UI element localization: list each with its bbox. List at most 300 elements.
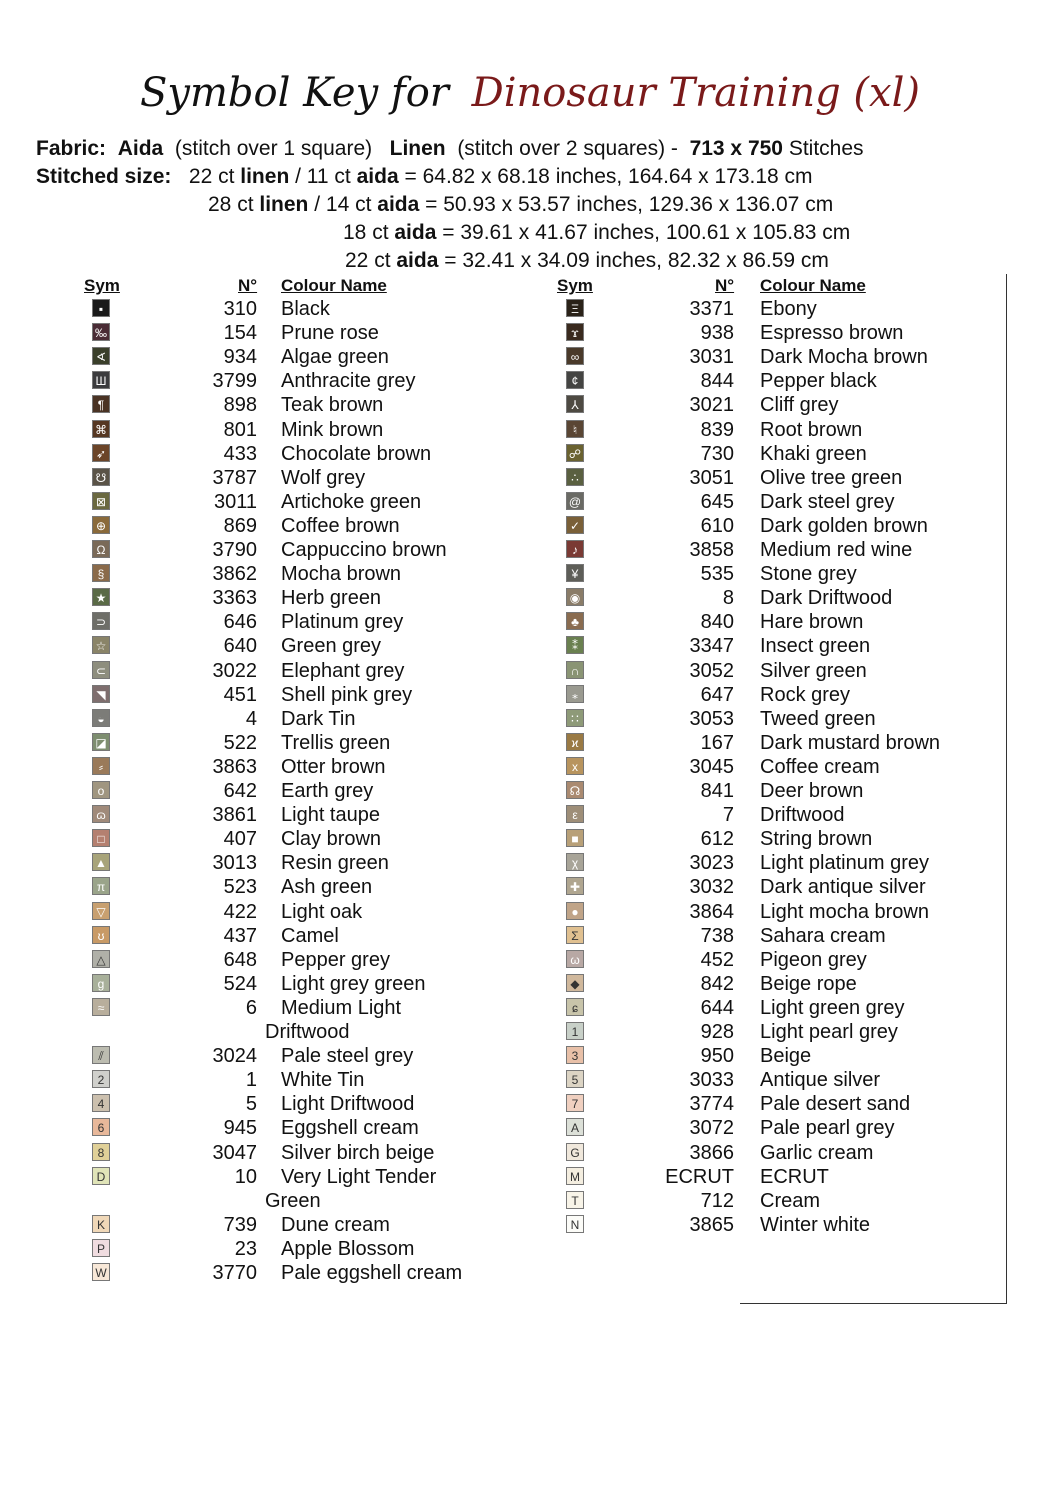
key-row-right xyxy=(0,393,1060,417)
symbol-swatch: @ xyxy=(566,492,584,510)
symbol-swatch: 7 xyxy=(566,1094,584,1112)
colour-name: Espresso brown xyxy=(760,322,904,345)
stitched-label: Stitched size: xyxy=(36,165,172,188)
symbol-swatch: Ш xyxy=(92,371,110,389)
key-row-right xyxy=(0,948,1060,972)
l1-a: 22 ct xyxy=(188,165,235,188)
symbol-swatch: 5 xyxy=(566,1070,584,1088)
floss-number: 523 xyxy=(223,876,257,899)
floss-number: 3052 xyxy=(689,659,734,682)
floss-number: 8 xyxy=(722,587,734,610)
floss-number: 842 xyxy=(700,972,734,995)
symbol-swatch: ⊠ xyxy=(92,492,110,510)
colour-name: Ebony xyxy=(760,298,817,320)
key-row-right xyxy=(0,442,1060,466)
key-row-right xyxy=(0,1116,1060,1140)
floss-number: 1 xyxy=(245,1069,257,1092)
key-row-right xyxy=(0,1092,1060,1116)
symbol-swatch: ⌘ xyxy=(92,420,110,438)
key-row-right xyxy=(0,707,1060,731)
floss-number: 452 xyxy=(700,948,734,971)
key-row-right xyxy=(0,659,1060,683)
symbol-swatch: 8 xyxy=(92,1143,110,1161)
colour-name: Deer brown xyxy=(760,780,864,802)
l1-c: / 11 ct xyxy=(295,165,351,188)
colour-name: Chocolate brown xyxy=(281,442,432,465)
fabric-aida-note: (stitch over 1 square) xyxy=(174,137,373,160)
floss-number: 3347 xyxy=(689,635,734,658)
key-row-right xyxy=(0,369,1060,393)
key-row-left xyxy=(0,1261,1060,1285)
colour-name: Silver green xyxy=(760,659,867,682)
header-name-left: Colour Name xyxy=(281,276,387,295)
floss-number: 3045 xyxy=(689,755,734,778)
colour-name: Dark steel grey xyxy=(760,490,895,513)
floss-number: 841 xyxy=(700,780,734,802)
floss-number: 524 xyxy=(223,972,257,995)
symbol-swatch: T xyxy=(566,1191,584,1209)
key-row-right xyxy=(0,466,1060,490)
key-row-right xyxy=(0,586,1060,610)
colour-name: Shell pink grey xyxy=(281,683,413,706)
colour-name: Pale steel grey xyxy=(281,1045,414,1068)
floss-number: 898 xyxy=(223,394,257,417)
floss-number: 310 xyxy=(223,298,257,320)
colour-name: Pigeon grey xyxy=(760,948,867,971)
floss-number: 645 xyxy=(700,490,734,513)
symbol-swatch: ∷ xyxy=(566,709,584,727)
floss-number: 3799 xyxy=(212,370,257,393)
symbol-swatch: 4 xyxy=(92,1094,110,1112)
symbol-swatch: ♣ xyxy=(566,612,584,630)
colour-name: Dark Driftwood xyxy=(760,587,893,610)
colour-name: Trellis green xyxy=(281,731,391,754)
floss-number: 3862 xyxy=(212,563,257,586)
colour-name: Cappuccino brown xyxy=(281,539,447,561)
floss-number: 451 xyxy=(223,683,257,706)
colour-name: Garlic cream xyxy=(760,1141,874,1164)
floss-number: 5 xyxy=(245,1093,257,1116)
key-row-right xyxy=(0,345,1060,369)
stitched-line-4 xyxy=(345,247,829,275)
floss-number: 647 xyxy=(700,683,734,706)
floss-number: 3013 xyxy=(212,852,257,875)
floss-number: 840 xyxy=(700,611,734,634)
symbol-swatch: □ xyxy=(92,829,110,847)
key-row-right xyxy=(0,490,1060,514)
colour-name: ECRUT xyxy=(760,1165,829,1188)
colour-name: Silver birch beige xyxy=(281,1141,435,1164)
symbol-swatch: ▽ xyxy=(92,902,110,920)
floss-number: 3866 xyxy=(689,1141,734,1164)
floss-number: 3024 xyxy=(212,1045,257,1068)
symbol-swatch: ⫽ xyxy=(92,1046,110,1064)
floss-number: 522 xyxy=(223,731,257,754)
key-row-right xyxy=(0,1044,1060,1068)
key-row-right xyxy=(0,562,1060,586)
floss-number: 10 xyxy=(234,1165,257,1188)
fabric-line xyxy=(36,135,864,163)
floss-number: 869 xyxy=(223,514,257,537)
floss-number: 739 xyxy=(223,1213,257,1236)
symbol-swatch: Ω xyxy=(92,540,110,558)
colour-name: Dune cream xyxy=(281,1213,390,1236)
colour-name: Black xyxy=(281,298,330,320)
floss-number: 535 xyxy=(700,563,734,586)
symbol-swatch: ¢ xyxy=(566,371,584,389)
colour-name: Pale eggshell cream xyxy=(281,1262,463,1284)
symbol-swatch: ★ xyxy=(92,588,110,606)
l4-a: 22 ct xyxy=(345,249,391,272)
symbol-swatch: ∢ xyxy=(92,347,110,365)
key-row-right xyxy=(0,514,1060,538)
header-sym-right: Sym xyxy=(557,276,593,295)
key-row-right xyxy=(0,1189,1060,1213)
colour-name: Beige rope xyxy=(760,972,857,995)
floss-number: 712 xyxy=(700,1189,734,1212)
key-row-right xyxy=(0,827,1060,851)
key-row-right xyxy=(0,418,1060,442)
colour-name: Cream xyxy=(760,1189,821,1212)
colour-name: Dark golden brown xyxy=(760,514,928,537)
key-row-right xyxy=(0,972,1060,996)
floss-number: 610 xyxy=(700,514,734,537)
key-row-right xyxy=(0,851,1060,875)
colour-name: White Tin xyxy=(281,1069,365,1092)
key-row-right xyxy=(0,297,1060,321)
floss-number: 938 xyxy=(700,322,734,345)
symbol-swatch: ◪ xyxy=(92,733,110,751)
l2-b: linen xyxy=(259,193,309,216)
key-row-right xyxy=(0,755,1060,779)
colour-name: Apple Blossom xyxy=(281,1237,415,1260)
colour-name: Winter white xyxy=(760,1213,871,1236)
floss-number: 3021 xyxy=(689,394,734,417)
floss-number: 3072 xyxy=(689,1117,734,1140)
symbol-swatch: N xyxy=(566,1215,584,1233)
symbol-swatch: ☍ xyxy=(566,444,584,462)
symbol-swatch: M xyxy=(566,1167,584,1185)
floss-number: 801 xyxy=(223,418,257,441)
floss-number: 3774 xyxy=(689,1093,734,1116)
colour-name: Hare brown xyxy=(760,611,864,634)
floss-number: 3787 xyxy=(212,466,257,489)
header-sym-left: Sym xyxy=(84,276,120,295)
symbol-swatch: ◒ xyxy=(92,709,110,727)
l4-d: aida xyxy=(396,249,439,272)
symbol-swatch: W xyxy=(92,1263,110,1281)
floss-number: 7 xyxy=(722,804,734,827)
symbol-swatch: ω xyxy=(566,950,584,968)
colour-name: Pale pearl grey xyxy=(760,1117,895,1140)
key-row-right xyxy=(0,610,1060,634)
key-row-right xyxy=(0,924,1060,948)
symbol-swatch: ▪ xyxy=(92,299,110,317)
bottom-border xyxy=(740,1303,1007,1304)
colour-name: Earth grey xyxy=(281,780,374,802)
key-row-right xyxy=(0,1020,1060,1044)
symbol-swatch: G xyxy=(566,1143,584,1161)
colour-name: Teak brown xyxy=(281,394,384,417)
colour-name: Medium red wine xyxy=(760,539,913,561)
floss-number: 3033 xyxy=(689,1069,734,1092)
colour-name: Stone grey xyxy=(760,563,857,586)
floss-number: 3051 xyxy=(689,466,734,489)
colour-name: Dark Mocha brown xyxy=(760,346,928,369)
floss-number: 730 xyxy=(700,442,734,465)
stitched-line-3 xyxy=(343,219,850,247)
floss-number: 3861 xyxy=(212,804,257,827)
colour-name: Antique silver xyxy=(760,1069,881,1092)
colour-name: Rock grey xyxy=(760,683,851,706)
floss-number: 950 xyxy=(700,1045,734,1068)
symbol-swatch: ɷ xyxy=(92,805,110,823)
symbol-swatch: ➶ xyxy=(92,444,110,462)
colour-name: String brown xyxy=(760,828,873,851)
colour-name: Very Light Tender xyxy=(281,1165,437,1188)
floss-number: 648 xyxy=(223,948,257,971)
colour-name: Elephant grey xyxy=(281,659,405,682)
floss-number: 167 xyxy=(700,731,734,754)
floss-number: 3865 xyxy=(689,1213,734,1236)
header-num-left: N° xyxy=(238,276,258,295)
symbol-swatch: ◆ xyxy=(566,974,584,992)
colour-name: Driftwood xyxy=(760,804,845,827)
colour-name: Pale desert sand xyxy=(760,1093,911,1116)
colour-name: Light oak xyxy=(281,900,363,923)
l3-d: aida xyxy=(394,221,437,244)
symbol-swatch: ⊕ xyxy=(92,516,110,534)
colour-name: Root brown xyxy=(760,418,863,441)
symbol-swatch: ʊ xyxy=(92,926,110,944)
colour-name: Light Driftwood xyxy=(281,1093,415,1116)
colour-name: Insect green xyxy=(760,635,871,658)
key-row-right xyxy=(0,779,1060,803)
symbol-swatch: ▲ xyxy=(92,853,110,871)
key-row-right xyxy=(0,731,1060,755)
key-row-right xyxy=(0,900,1060,924)
colour-name: Wolf grey xyxy=(281,466,366,489)
fabric-linen-note: (stitch over 2 squares) - xyxy=(457,137,678,160)
colour-name: Herb green xyxy=(281,587,382,610)
floss-number: 3371 xyxy=(689,298,734,320)
key-row-right xyxy=(0,1165,1060,1189)
l4-e: = 32.41 x 34.09 inches, 82.32 x 86.59 cm xyxy=(444,249,829,272)
floss-number: 3864 xyxy=(689,900,734,923)
floss-number: 3047 xyxy=(212,1141,257,1164)
colour-name: Artichoke green xyxy=(281,490,422,513)
colour-name-continued: Green xyxy=(265,1189,321,1212)
floss-number: ECRUT xyxy=(665,1165,734,1188)
floss-number: 612 xyxy=(700,828,734,851)
symbol-swatch: x xyxy=(566,757,584,775)
symbol-swatch: 6 xyxy=(92,1118,110,1136)
colour-name: Medium Light xyxy=(281,996,402,1019)
l2-e: = 50.93 x 53.57 inches, 129.36 x 136.07 cm xyxy=(425,193,834,216)
symbol-swatch: π xyxy=(92,877,110,895)
colour-name: Beige xyxy=(760,1045,812,1068)
floss-number: 644 xyxy=(700,996,734,1019)
symbol-swatch: ☆ xyxy=(92,636,110,654)
floss-number: 407 xyxy=(223,828,257,851)
key-row-left xyxy=(0,1237,1060,1261)
symbol-swatch: ● xyxy=(566,902,584,920)
colour-name: Green grey xyxy=(281,635,382,658)
colour-name: Algae green xyxy=(281,346,389,369)
floss-number: 3011 xyxy=(213,490,257,513)
right-border xyxy=(1006,274,1007,1304)
colour-name: Pepper black xyxy=(760,370,877,393)
symbol-swatch: ✓ xyxy=(566,516,584,534)
colour-name: Otter brown xyxy=(281,755,386,778)
symbol-swatch: о xyxy=(92,781,110,799)
key-row-right xyxy=(0,1068,1060,1092)
title-prefix: Symbol Key for xyxy=(140,70,449,116)
colour-name: Coffee cream xyxy=(760,755,880,778)
header-num-right: N° xyxy=(715,276,735,295)
floss-number: 928 xyxy=(700,1021,734,1043)
colour-name: Light taupe xyxy=(281,804,380,827)
colour-name: Resin green xyxy=(281,852,389,875)
symbol-swatch: g xyxy=(92,974,110,992)
symbol-swatch: ε xyxy=(566,805,584,823)
fabric-aida: Aida xyxy=(117,137,164,160)
symbol-swatch: ⁑ xyxy=(566,636,584,654)
symbol-swatch: ✚ xyxy=(566,877,584,895)
symbol-swatch: 2 xyxy=(92,1070,110,1088)
l2-c: / 14 ct xyxy=(314,193,372,216)
colour-name: Pepper grey xyxy=(281,948,390,971)
colour-name: Camel xyxy=(281,924,339,947)
page-title xyxy=(0,70,1060,116)
colour-name: Dark mustard brown xyxy=(760,731,941,754)
colour-name: Eggshell cream xyxy=(281,1117,419,1140)
symbol-swatch: K xyxy=(92,1215,110,1233)
stitched-line-1 xyxy=(36,163,813,191)
key-row-right xyxy=(0,996,1060,1020)
symbol-swatch: ϫ xyxy=(566,323,584,341)
floss-number: 433 xyxy=(223,442,257,465)
l1-b: linen xyxy=(240,165,290,188)
symbol-swatch: ☋ xyxy=(92,468,110,486)
symbol-swatch: ☊ xyxy=(566,781,584,799)
floss-number: 3790 xyxy=(212,539,257,561)
symbol-swatch: ‰ xyxy=(92,323,110,341)
symbol-swatch: P xyxy=(92,1239,110,1257)
header-name-right: Colour Name xyxy=(760,276,866,295)
floss-number: 23 xyxy=(234,1237,257,1260)
floss-number: 3053 xyxy=(689,707,734,730)
symbol-swatch: ⊃ xyxy=(92,612,110,630)
colour-name: Khaki green xyxy=(760,442,867,465)
floss-number: 844 xyxy=(700,370,734,393)
symbol-swatch: ◥ xyxy=(92,685,110,703)
symbol-swatch: ∩ xyxy=(566,661,584,679)
floss-number: 3022 xyxy=(212,659,257,682)
symbol-swatch: 3 xyxy=(566,1046,584,1064)
symbol-swatch: ¥ xyxy=(566,564,584,582)
fabric-stitches: Stitches xyxy=(788,137,864,160)
l3-e: = 39.61 x 41.67 inches, 100.61 x 105.83 cm xyxy=(442,221,851,244)
floss-number: 3363 xyxy=(212,587,257,610)
key-row-right xyxy=(0,1213,1060,1237)
key-row-right xyxy=(0,538,1060,562)
floss-number: 945 xyxy=(223,1117,257,1140)
key-row-right xyxy=(0,875,1060,899)
fabric-label: Fabric: xyxy=(36,137,107,160)
symbol-swatch: Ξ xyxy=(566,299,584,317)
floss-number: 3858 xyxy=(689,539,734,561)
colour-name: Coffee brown xyxy=(281,514,400,537)
colour-name: Dark Tin xyxy=(281,707,356,730)
symbol-swatch: △ xyxy=(92,950,110,968)
symbol-swatch: ⅄ xyxy=(566,395,584,413)
colour-name: Cliff grey xyxy=(760,394,839,417)
symbol-swatch: ■ xyxy=(566,829,584,847)
symbol-swatch: ♮ xyxy=(566,420,584,438)
colour-name: Mocha brown xyxy=(281,563,402,586)
key-row-right xyxy=(0,1141,1060,1165)
colour-name: Anthracite grey xyxy=(281,370,416,393)
symbol-swatch: ⁎ xyxy=(566,685,584,703)
colour-name: Light grey green xyxy=(281,972,426,995)
symbol-swatch: ⊂ xyxy=(92,661,110,679)
colour-name: Dark antique silver xyxy=(760,876,926,899)
floss-number: 437 xyxy=(223,924,257,947)
floss-number: 3032 xyxy=(689,876,734,899)
l1-e: = 64.82 x 68.18 inches, 164.64 x 173.18 cm xyxy=(404,165,813,188)
stitched-line-2 xyxy=(208,191,833,219)
l1-d: aida xyxy=(356,165,399,188)
symbol-swatch: D xyxy=(92,1167,110,1185)
colour-name: Platinum grey xyxy=(281,611,404,634)
symbol-swatch: χ xyxy=(566,853,584,871)
colour-name: Tweed green xyxy=(760,707,876,730)
colour-name: Clay brown xyxy=(281,828,382,851)
colour-name: Light platinum grey xyxy=(760,852,929,875)
colour-name: Light pearl grey xyxy=(760,1021,898,1043)
floss-number: 839 xyxy=(700,418,734,441)
l3-a: 18 ct xyxy=(343,221,389,244)
symbol-swatch: 1 xyxy=(566,1022,584,1040)
symbol-swatch: ϰ xyxy=(566,733,584,751)
floss-number: 934 xyxy=(223,346,257,369)
floss-number: 6 xyxy=(245,996,257,1019)
symbol-swatch: Σ xyxy=(566,926,584,944)
colour-name: Olive tree green xyxy=(760,466,903,489)
floss-number: 640 xyxy=(223,635,257,658)
floss-number: 3770 xyxy=(212,1262,257,1284)
colour-name: Mink brown xyxy=(281,418,384,441)
key-row-right xyxy=(0,634,1060,658)
floss-number: 4 xyxy=(245,707,257,730)
symbol-swatch: § xyxy=(92,564,110,582)
floss-number: 646 xyxy=(223,611,257,634)
floss-number: 738 xyxy=(700,924,734,947)
colour-name-continued: Driftwood xyxy=(265,1020,350,1043)
floss-number: 3023 xyxy=(689,852,734,875)
colour-name: Ash green xyxy=(281,876,373,899)
symbol-swatch: ɕ xyxy=(566,998,584,1016)
floss-number: 422 xyxy=(223,900,257,923)
symbol-swatch: ¶ xyxy=(92,395,110,413)
colour-name: Light green grey xyxy=(760,996,905,1019)
symbol-swatch: A xyxy=(566,1118,584,1136)
floss-number: 642 xyxy=(223,780,257,802)
floss-number: 154 xyxy=(223,322,257,345)
symbol-swatch: ∴ xyxy=(566,468,584,486)
key-row-right xyxy=(0,321,1060,345)
